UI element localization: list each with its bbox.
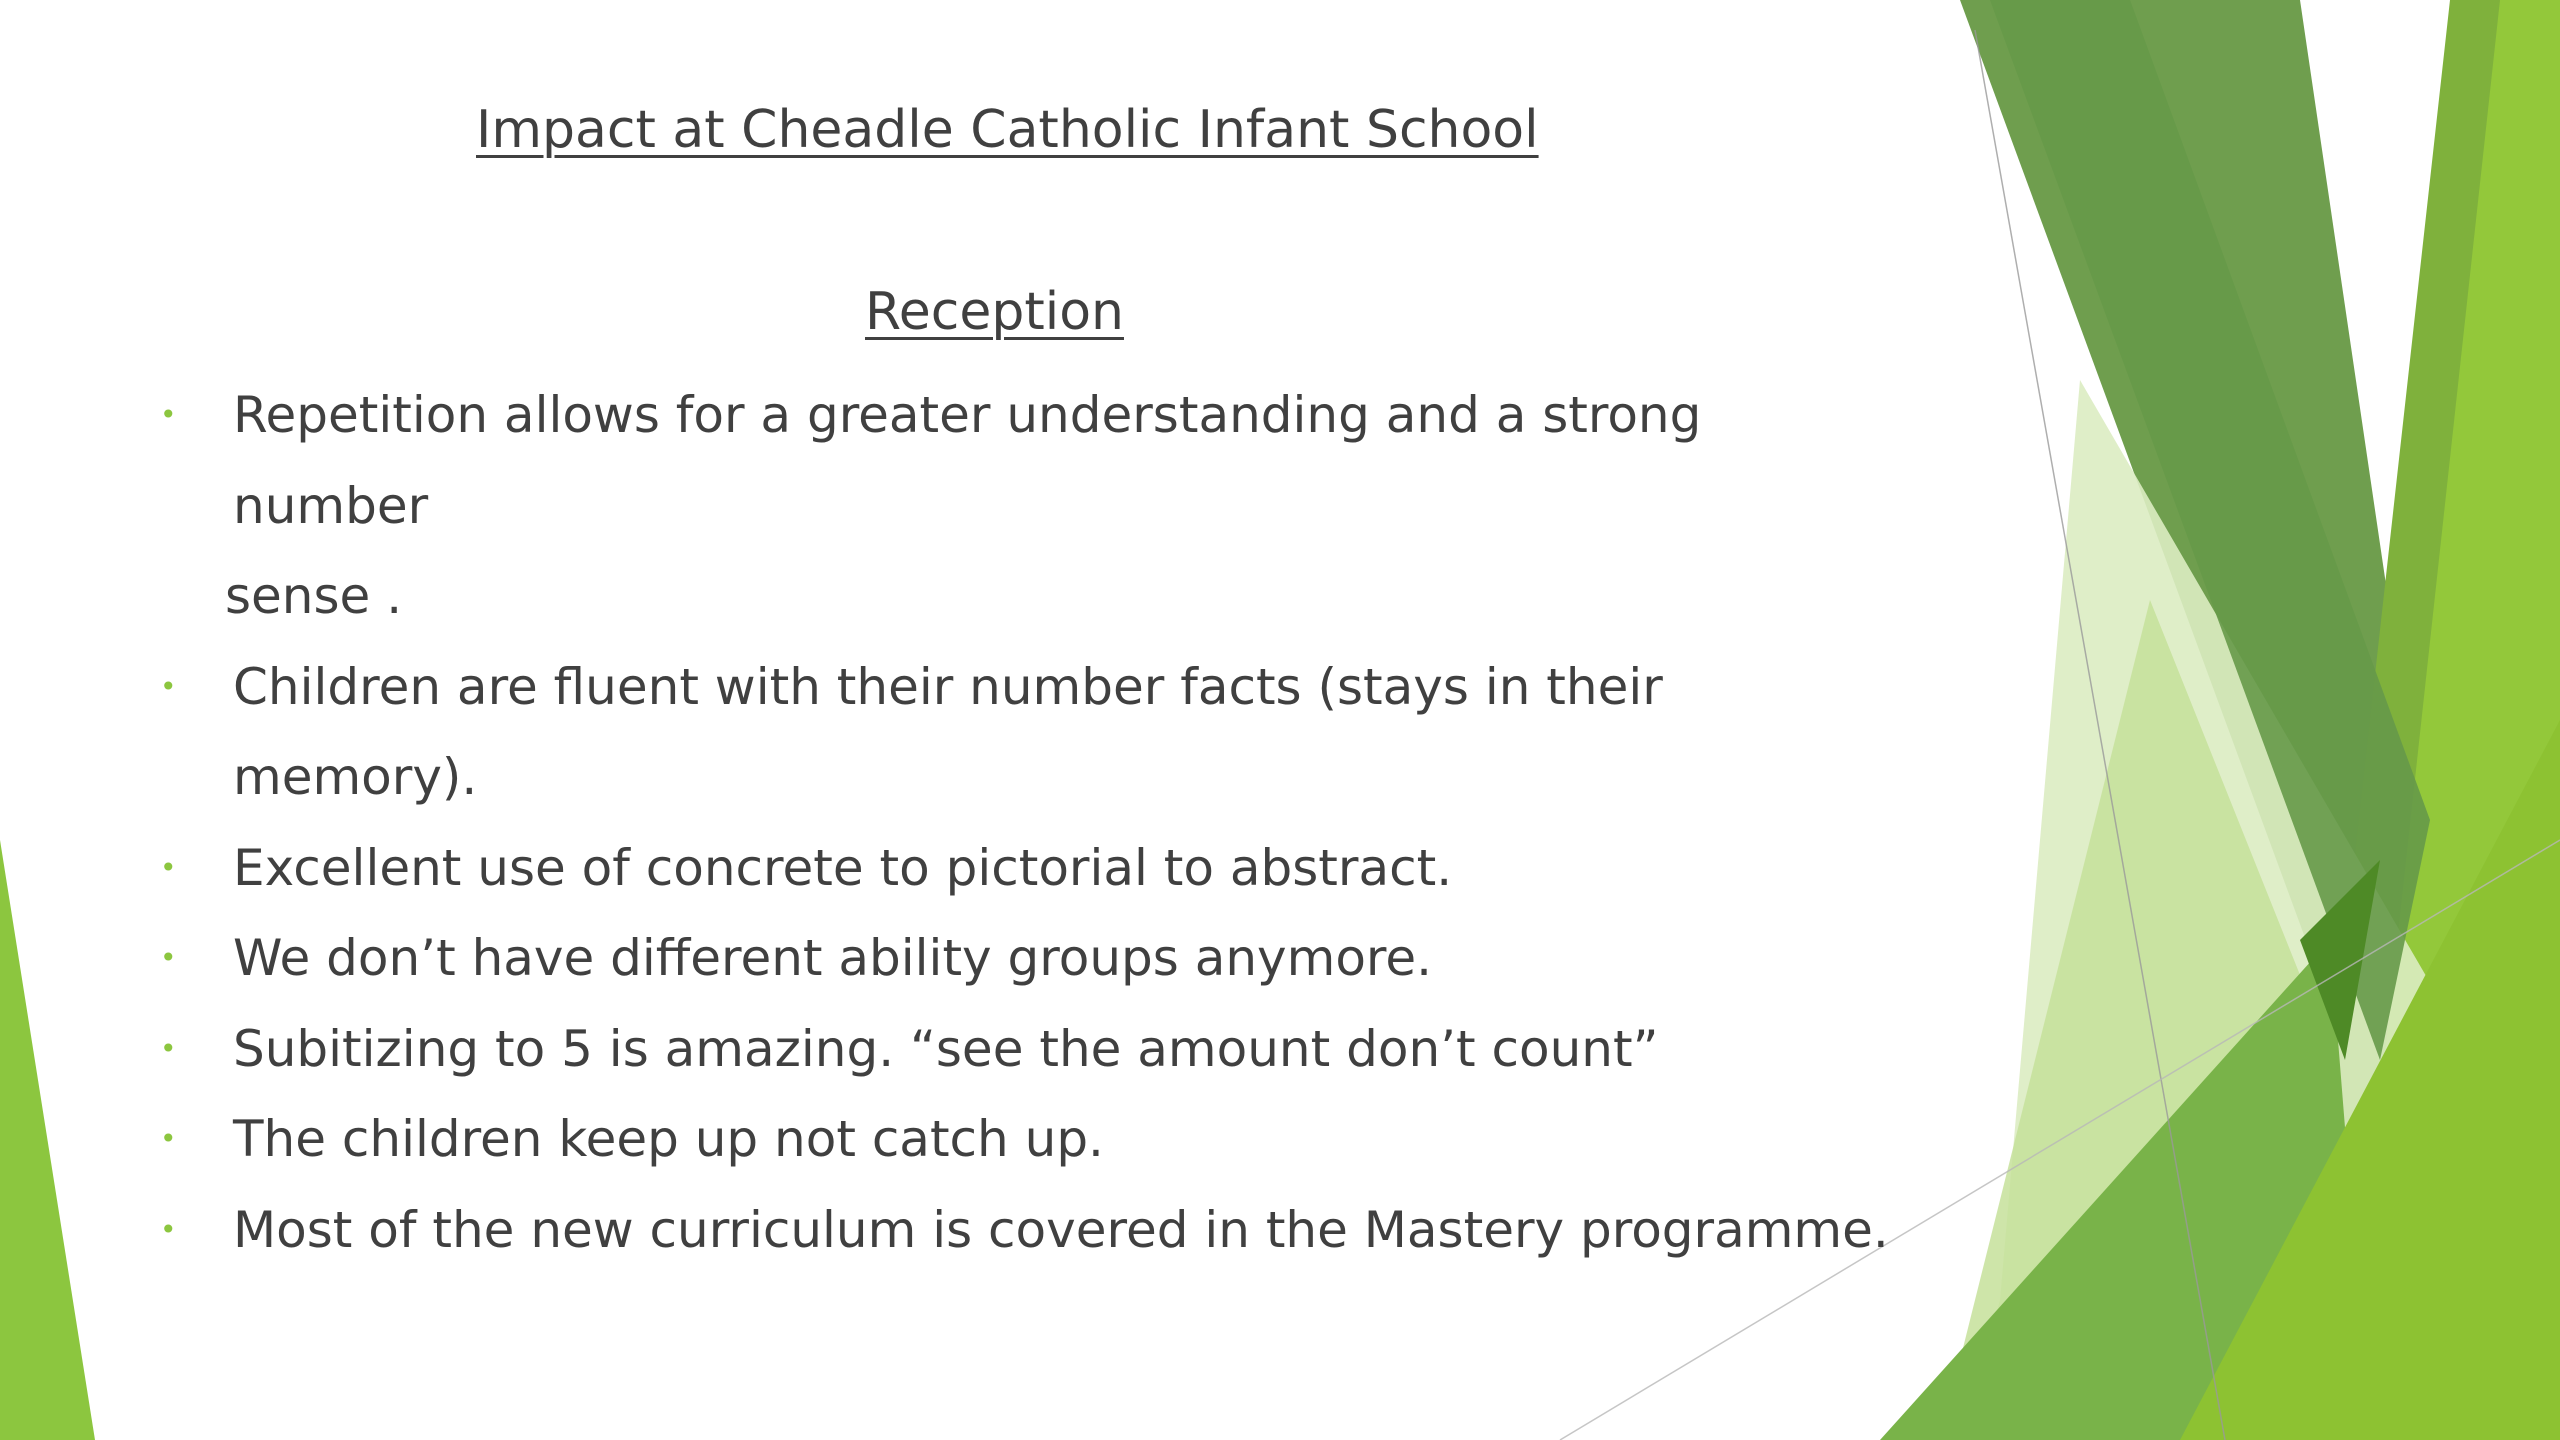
list-item <box>150 823 1910 914</box>
bullet-text-continuation: sense . <box>225 567 403 625</box>
list-item <box>150 642 1910 823</box>
bullet-icon: • <box>160 1122 177 1155</box>
bullet-icon: • <box>160 850 177 884</box>
bullet-icon: • <box>160 941 177 974</box>
bullet-list <box>150 370 1910 1275</box>
bullet-icon: • <box>160 1212 177 1246</box>
bullet-text: Excellent use of concrete to pictorial to abstract. <box>233 838 1453 897</box>
bullet-icon: • <box>160 1031 177 1065</box>
bullet-icon: • <box>160 398 177 431</box>
list-item <box>150 1094 1910 1185</box>
list-item <box>150 913 1910 1004</box>
bullet-text: Most of the new curriculum is covered in the Mastery programme. <box>233 1200 1889 1259</box>
list-item <box>150 370 1910 642</box>
list-item <box>150 1004 1910 1095</box>
bullet-text: We don’t have different ability groups anymore. <box>233 929 1433 987</box>
left-facet <box>0 840 95 1440</box>
bullet-text: Repetition allows for a greater understanding and a strong number <box>233 386 1702 535</box>
list-item <box>150 1185 1910 1276</box>
slide-title: Impact at Cheadle Catholic Infant School <box>476 100 1539 160</box>
bullet-icon: • <box>160 669 177 703</box>
bullet-text: Subitizing to 5 is amazing. “see the amount don’t count” <box>233 1019 1659 1078</box>
slide-subtitle: Reception <box>865 282 1124 342</box>
bullet-text: Children are fluent with their number facts (stays in their memory). <box>233 657 1663 806</box>
bullet-text: The children keep up not catch up. <box>233 1110 1104 1168</box>
